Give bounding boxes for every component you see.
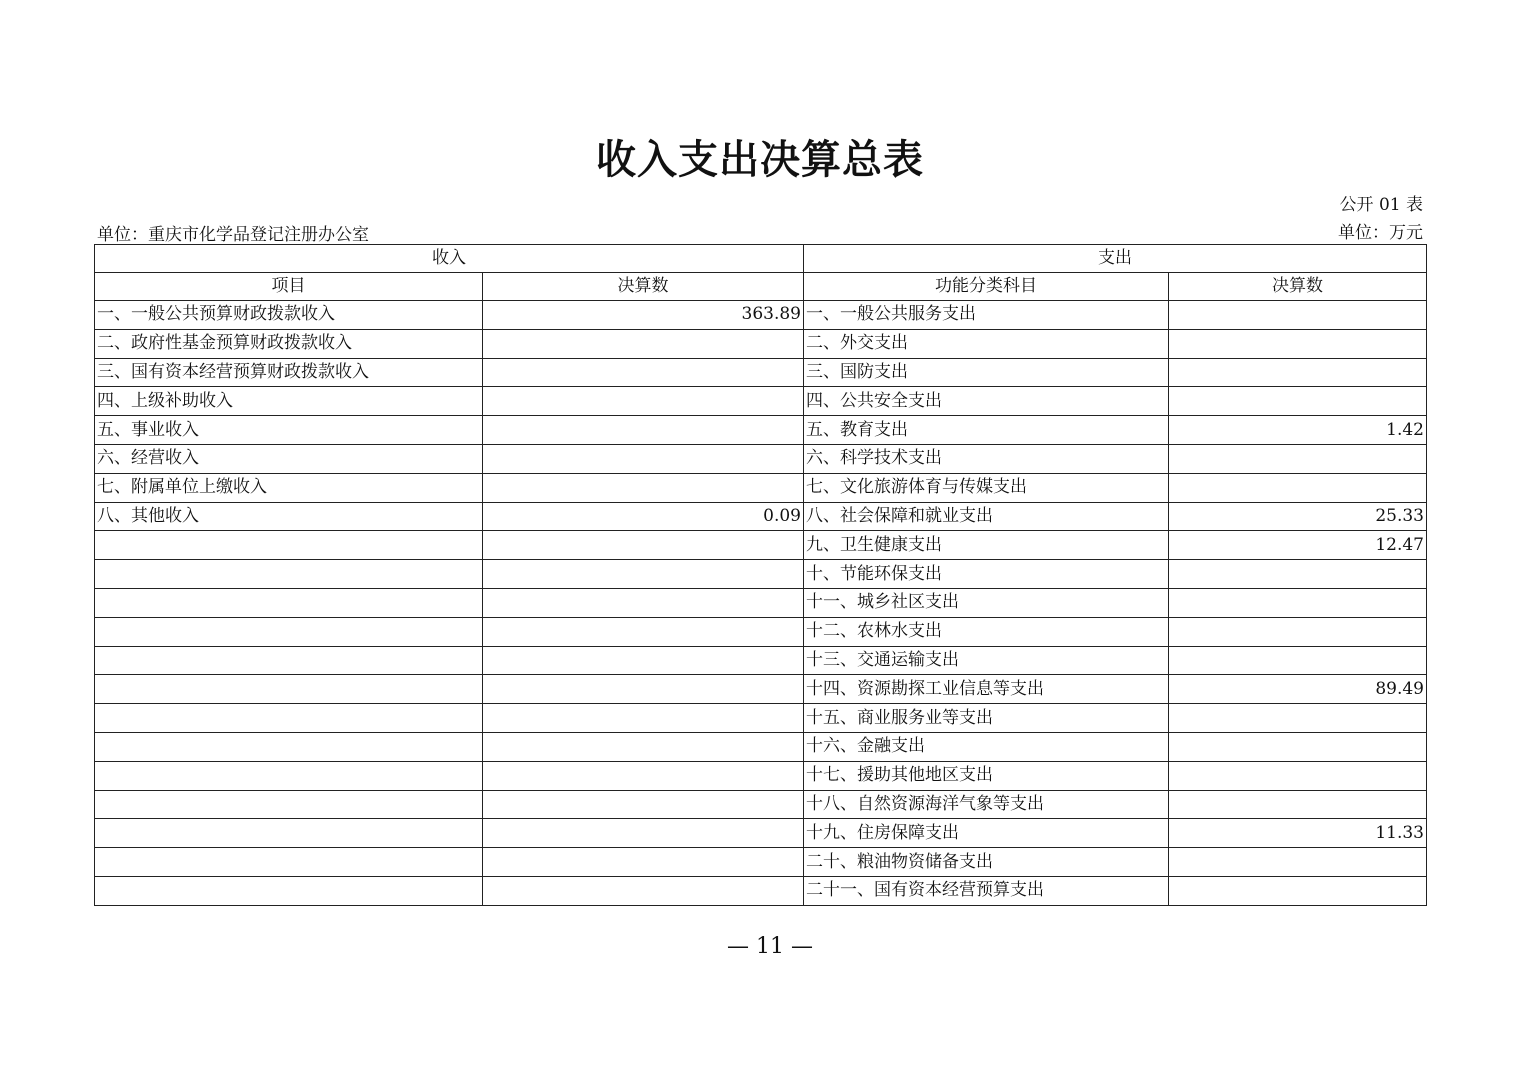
- table-row: [95, 675, 1427, 704]
- expense-amount-cell: [1169, 301, 1427, 330]
- expense-amount-column-header: 决算数: [1169, 273, 1427, 301]
- expense-amount-cell: [1169, 704, 1427, 733]
- expense-item-cell: 十六、金融支出: [804, 732, 1169, 761]
- income-amount-cell: [483, 560, 804, 589]
- page-title: 收入支出决算总表: [596, 137, 924, 183]
- expense-item-cell: 五、教育支出: [804, 416, 1169, 445]
- income-amount-cell: [483, 761, 804, 790]
- income-amount-cell: [483, 358, 804, 387]
- expense-amount-cell: [1169, 358, 1427, 387]
- expense-item-cell: 十、节能环保支出: [804, 560, 1169, 589]
- table-row: [95, 761, 1427, 790]
- income-amount-cell: [483, 416, 804, 445]
- expense-amount-cell: 11.33: [1169, 819, 1427, 848]
- table-column-header-row: [95, 273, 1427, 301]
- expense-amount-cell: [1169, 444, 1427, 473]
- table-row: [95, 444, 1427, 473]
- income-amount-cell: [483, 732, 804, 761]
- table-row: [95, 301, 1427, 330]
- income-item-cell: [95, 675, 483, 704]
- table-row: [95, 531, 1427, 560]
- income-item-cell: 八、其他收入: [95, 502, 483, 531]
- income-amount-cell: [483, 790, 804, 819]
- income-item-cell: [95, 617, 483, 646]
- expense-item-cell: 十八、自然资源海洋气象等支出: [804, 790, 1169, 819]
- expense-item-cell: 十三、交通运输支出: [804, 646, 1169, 675]
- expense-amount-cell: 12.47: [1169, 531, 1427, 560]
- table-row: [95, 876, 1427, 905]
- income-amount-cell: [483, 819, 804, 848]
- expense-item-cell: 十四、资源勘探工业信息等支出: [804, 675, 1169, 704]
- expense-amount-cell: [1169, 588, 1427, 617]
- page-number: — 11 —: [727, 934, 813, 959]
- expense-item-cell: 九、卫生健康支出: [804, 531, 1169, 560]
- expense-item-cell: 七、文化旅游体育与传媒支出: [804, 473, 1169, 502]
- expense-item-cell: 一、一般公共服务支出: [804, 301, 1169, 330]
- expense-amount-cell: [1169, 560, 1427, 589]
- expense-amount-cell: [1169, 617, 1427, 646]
- table-row: [95, 848, 1427, 877]
- table-row: [95, 588, 1427, 617]
- expense-item-cell: 二、外交支出: [804, 329, 1169, 358]
- table-row: [95, 790, 1427, 819]
- income-amount-cell: [483, 387, 804, 416]
- table-row: [95, 646, 1427, 675]
- income-item-cell: 四、上级补助收入: [95, 387, 483, 416]
- income-expense-table: [94, 244, 1427, 906]
- table-row: [95, 617, 1427, 646]
- income-item-cell: [95, 531, 483, 560]
- table-row: [95, 704, 1427, 733]
- income-amount-cell: [483, 675, 804, 704]
- income-item-cell: [95, 819, 483, 848]
- expense-amount-cell: [1169, 848, 1427, 877]
- income-amount-column-header: 决算数: [483, 273, 804, 301]
- income-amount-cell: [483, 329, 804, 358]
- income-item-cell: [95, 790, 483, 819]
- income-amount-cell: [483, 588, 804, 617]
- table-row: [95, 473, 1427, 502]
- expense-amount-cell: [1169, 473, 1427, 502]
- function-category-column-header: 功能分类科目: [804, 273, 1169, 301]
- income-item-cell: [95, 848, 483, 877]
- income-amount-cell: 363.89: [483, 301, 804, 330]
- expense-amount-cell: [1169, 329, 1427, 358]
- income-amount-cell: [483, 704, 804, 733]
- table-row: [95, 416, 1427, 445]
- income-item-cell: [95, 588, 483, 617]
- income-item-cell: 七、附属单位上缴收入: [95, 473, 483, 502]
- expense-item-cell: 八、社会保障和就业支出: [804, 502, 1169, 531]
- income-item-cell: [95, 646, 483, 675]
- expense-item-cell: 三、国防支出: [804, 358, 1169, 387]
- currency-unit: 单位：万元: [1338, 223, 1423, 243]
- expense-amount-cell: [1169, 387, 1427, 416]
- income-item-cell: 五、事业收入: [95, 416, 483, 445]
- table-row: [95, 502, 1427, 531]
- expense-amount-cell: [1169, 732, 1427, 761]
- income-item-cell: [95, 732, 483, 761]
- income-amount-cell: [483, 646, 804, 675]
- income-amount-cell: [483, 444, 804, 473]
- expense-amount-cell: [1169, 646, 1427, 675]
- income-item-cell: 一、一般公共预算财政拨款收入: [95, 301, 483, 330]
- expense-item-cell: 十五、商业服务业等支出: [804, 704, 1169, 733]
- income-item-cell: 三、国有资本经营预算财政拨款收入: [95, 358, 483, 387]
- expense-item-cell: 六、科学技术支出: [804, 444, 1169, 473]
- expense-item-cell: 二十、粮油物资储备支出: [804, 848, 1169, 877]
- income-header: 收入: [95, 245, 804, 273]
- income-amount-cell: [483, 531, 804, 560]
- expense-item-cell: 十九、住房保障支出: [804, 819, 1169, 848]
- table-row: [95, 387, 1427, 416]
- table-row: [95, 329, 1427, 358]
- expense-item-cell: 十七、援助其他地区支出: [804, 761, 1169, 790]
- expense-amount-cell: [1169, 876, 1427, 905]
- income-item-cell: [95, 876, 483, 905]
- expense-item-cell: 十一、城乡社区支出: [804, 588, 1169, 617]
- expense-amount-cell: 1.42: [1169, 416, 1427, 445]
- form-number: 公开 01 表: [1339, 195, 1423, 215]
- income-amount-cell: [483, 848, 804, 877]
- table-group-header-row: [95, 245, 1427, 273]
- expense-amount-cell: [1169, 790, 1427, 819]
- expense-header: 支出: [804, 245, 1427, 273]
- income-item-cell: [95, 560, 483, 589]
- expense-item-cell: 十二、农林水支出: [804, 617, 1169, 646]
- table-row: [95, 819, 1427, 848]
- expense-amount-cell: 25.33: [1169, 502, 1427, 531]
- income-amount-cell: 0.09: [483, 502, 804, 531]
- income-amount-cell: [483, 473, 804, 502]
- table-row: [95, 732, 1427, 761]
- expense-item-cell: 四、公共安全支出: [804, 387, 1169, 416]
- reporting-unit: 单位：重庆市化学品登记注册办公室: [97, 225, 369, 245]
- expense-item-cell: 二十一、国有资本经营预算支出: [804, 876, 1169, 905]
- income-item-cell: 二、政府性基金预算财政拨款收入: [95, 329, 483, 358]
- income-item-cell: 六、经营收入: [95, 444, 483, 473]
- income-item-cell: [95, 704, 483, 733]
- income-amount-cell: [483, 617, 804, 646]
- table-row: [95, 560, 1427, 589]
- income-amount-cell: [483, 876, 804, 905]
- expense-amount-cell: 89.49: [1169, 675, 1427, 704]
- item-column-header: 项目: [95, 273, 483, 301]
- table-row: [95, 358, 1427, 387]
- income-item-cell: [95, 761, 483, 790]
- expense-amount-cell: [1169, 761, 1427, 790]
